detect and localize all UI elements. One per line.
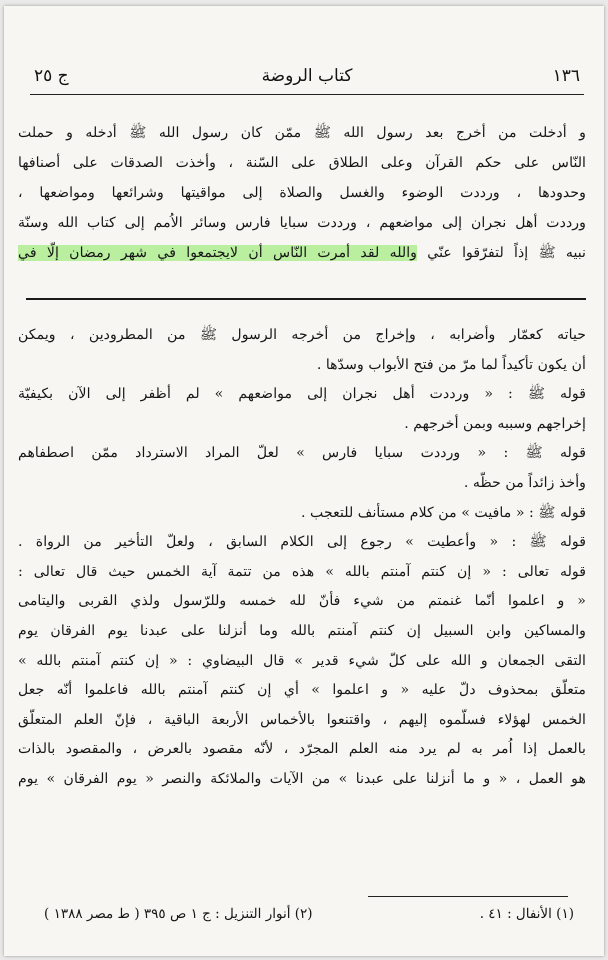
main-text-line: وحدودها ، ورددت الوضوء والغسل والصلاة إلى مواقيتها وشرائعها ومواضعها ، (18, 185, 586, 201)
main-text (18, 118, 586, 268)
footnote-rule (368, 896, 568, 897)
commentary-line: قوله تعالى : « إن كنتم آمنتم بالله » هذه من تتمة آية الخمس حيث قال تعالى : (18, 563, 586, 580)
page-header (34, 66, 580, 92)
commentary-line: متعلّق بمحذوف دلّ عليه « و اعلموا » أي إن كنتم آمنتم بالله فاعلموا أنّه جعل (18, 682, 586, 699)
commentary-line: « و اعلموا أنّما غنمتم من شيء فأنّ لله خمسه وللرّسول ولذي القربى واليتامى (18, 593, 586, 610)
commentary-line: أن يكون تأكيداً لما مرّ من فتح الأبواب وسدّها . (316, 356, 586, 373)
book-page (4, 6, 604, 956)
main-text-line-last (18, 238, 586, 268)
main-text-line: النّاس على حكم القرآن وعلى الطلاق على السّنة ، وأخذت الصدقات على أصنافها (18, 155, 586, 171)
commentary-line: الخمس لهؤلاء فسلّموه إليهم ، واقتنعوا بالأخماس الأربعة الباقية ، فإنّ العلم المتعلّق (18, 711, 586, 728)
commentary-text (18, 321, 586, 795)
commentary-line: والمساكين وابن السبيل إن كنتم آمنتم بالله وما أنزلنا على عبدنا يوم الفرقان يوم (18, 622, 586, 639)
section-divider (26, 298, 586, 300)
main-text-line: و أدخلت من أخرج بعد رسول الله ﷺ ممّن كان رسول الله ﷺ أدخله و حملت (18, 125, 586, 141)
commentary-line: هو العمل ، « و ما أنزلنا على عبدنا » من الآيات والملائكة والنصر « يوم الفرقان » يوم (18, 770, 586, 787)
commentary-line: التقى الجمعان و الله على كلّ شيء قدير » قال البيضاوي : « إن كنتم آمنتم بالله » (18, 652, 586, 669)
page-number: ١٣٦ (552, 66, 580, 86)
header-rule (30, 94, 584, 95)
book-title: كتاب الروضة (261, 66, 353, 86)
footnote-2: (٢) أنوار التنزيل : ج ١ ص ٣٩٥ ( ط مصر ١٣٨٨ ) (44, 906, 313, 922)
footnote-1: (١) الأنفال : ٤١ . (479, 906, 574, 922)
commentary-line: قوله ﷺ : « ورددت أهل نجران إلى مواضعهم » لم أظفر إلى الآن بكيفيّة (18, 386, 586, 403)
commentary-line: بالعمل إذا اُمر به لم يرد منه العلم المجرّد ، لأنّه مقصود بالعرض ، والمقصود بالذات (18, 741, 586, 758)
commentary-line: قوله ﷺ : « ورددت سبايا فارس » لعلّ المراد الاسترداد ممّن اصطفاهم (18, 445, 586, 462)
commentary-line: وأخذ زائداً من حظّه . (463, 474, 586, 491)
main-text-lead: نبيه ﷺ إذاً لتفرّقوا عنّي (427, 245, 586, 261)
footnotes (44, 906, 574, 928)
commentary-line: حياته كعمّار وأضرابه ، وإخراج من أخرجه الرسول ﷺ من المطرودين ، ويمكن (18, 327, 586, 343)
commentary-line: إخراجهم وسببه وبمن أخرجهم . (404, 415, 586, 432)
highlighted-sentence: والله لقد أمرت النّاس أن لايجتمعوا في شهر رمضان إلّا في (18, 245, 418, 261)
main-text-line: ورددت أهل نجران إلى مواضعهم ، ورددت سبايا فارس وسائر الاُمم إلى كتاب الله وسنّة (18, 215, 586, 231)
commentary-line: قوله ﷺ : « مافيت » من كلام مستأنف للتعجب . (301, 504, 586, 521)
commentary-line: قوله ﷺ : « وأعطيت » رجوع إلى الكلام السابق ، ولعلّ التأخير من الرواة . (18, 534, 586, 551)
volume-label: ج ٢٥ (34, 66, 69, 86)
